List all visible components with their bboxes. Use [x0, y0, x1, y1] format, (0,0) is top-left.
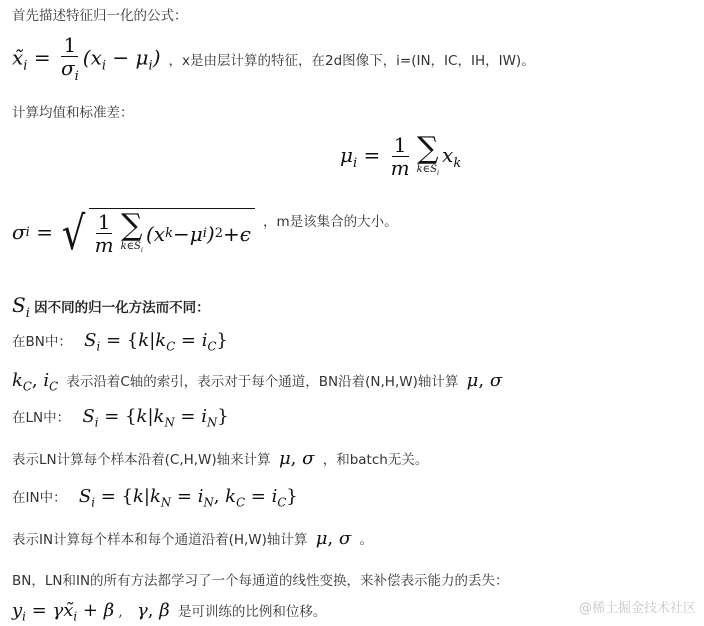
mean-formula: $\mu_i$ = $\frac{1}{m}$ ∑ $k\in S_i$ $x_k$	[340, 131, 462, 180]
in-set-formula: $S_i = \{k|k_N = i_N$, $k_C = i_C$}	[78, 486, 298, 510]
std-formula: σ i = √ $\frac{1}{m}$ ∑ $k\in S_i$ (x k − μ i ) 2 + ϵ ，m是该集合的大小。	[12, 206, 398, 260]
final-line: $y_i$ = $\gamma x̃_i + \beta$ , γ, β 是可训练的比例和位移。	[12, 600, 327, 624]
in-note-line	[12, 528, 373, 549]
si-heading-line	[12, 293, 210, 321]
formula-normalized-x: $x̃_i$ = $\frac{1}{\sigma_i}$ $(x_i - \mu_i)$	[12, 33, 161, 84]
ln-mu-sigma: μ, σ	[278, 448, 315, 469]
sigma-note: ，m是该集合的大小。	[262, 214, 398, 230]
ln-set-formula: $S_i = \{k|k_N = i_N\}$	[82, 406, 229, 430]
affine-note: BN，LN和IN的所有方法都学习了一个每通道的线性变换，来补偿表示能力的丢失：	[12, 573, 509, 589]
bn-note: 表示沿着C轴的索引，表示对于每个通道，BN沿着(N,H,W)轴计算	[66, 374, 459, 390]
si-heading: 因不同的归一化方法而不同：	[34, 300, 210, 316]
mean-std-heading: 计算均值和标准差：	[12, 105, 134, 121]
in-label: 在IN中：	[12, 490, 67, 506]
ln-note: 表示LN计算每个样本沿着(C,H,W)轴来计算	[12, 452, 271, 468]
bn-label: 在BN中：	[12, 334, 72, 350]
formula1-note: ，x是由层计算的特征，在2d图像下，i=(IN，IC，IH，IW)。	[168, 53, 535, 70]
affine-formula: $y_i$ = $\gamma x̃_i + \beta$	[12, 600, 115, 624]
bn-mu-sigma: μ, σ	[466, 370, 503, 391]
bn-note-line	[12, 370, 502, 394]
bn-index-symbols: $k_C$, $i_C$	[12, 370, 59, 394]
in-mu-sigma: μ, σ	[315, 528, 352, 549]
in-note: 表示IN计算每个样本和每个通道沿着(H,W)轴计算	[12, 532, 308, 548]
ln-note-tail: ，和batch无关。	[322, 452, 429, 468]
normalization-formula	[12, 34, 535, 84]
si-symbol: $S_i$	[12, 293, 30, 321]
gamma-beta-symbols: γ, β	[137, 600, 170, 621]
watermark: @稀土掘金技术社区	[578, 601, 696, 616]
bn-set-formula: $S_i = \{k|k_C = i_C\}$	[84, 330, 228, 354]
intro-text: 首先描述特征归一化的公式：	[12, 8, 188, 24]
ln-line	[12, 406, 229, 430]
ln-label: 在LN中：	[12, 410, 71, 426]
in-note-tail: 。	[359, 532, 373, 548]
bn-line	[12, 330, 228, 354]
ln-note-line	[12, 448, 428, 469]
in-line	[12, 486, 298, 510]
final-note: 是可训练的比例和位移。	[177, 604, 327, 620]
